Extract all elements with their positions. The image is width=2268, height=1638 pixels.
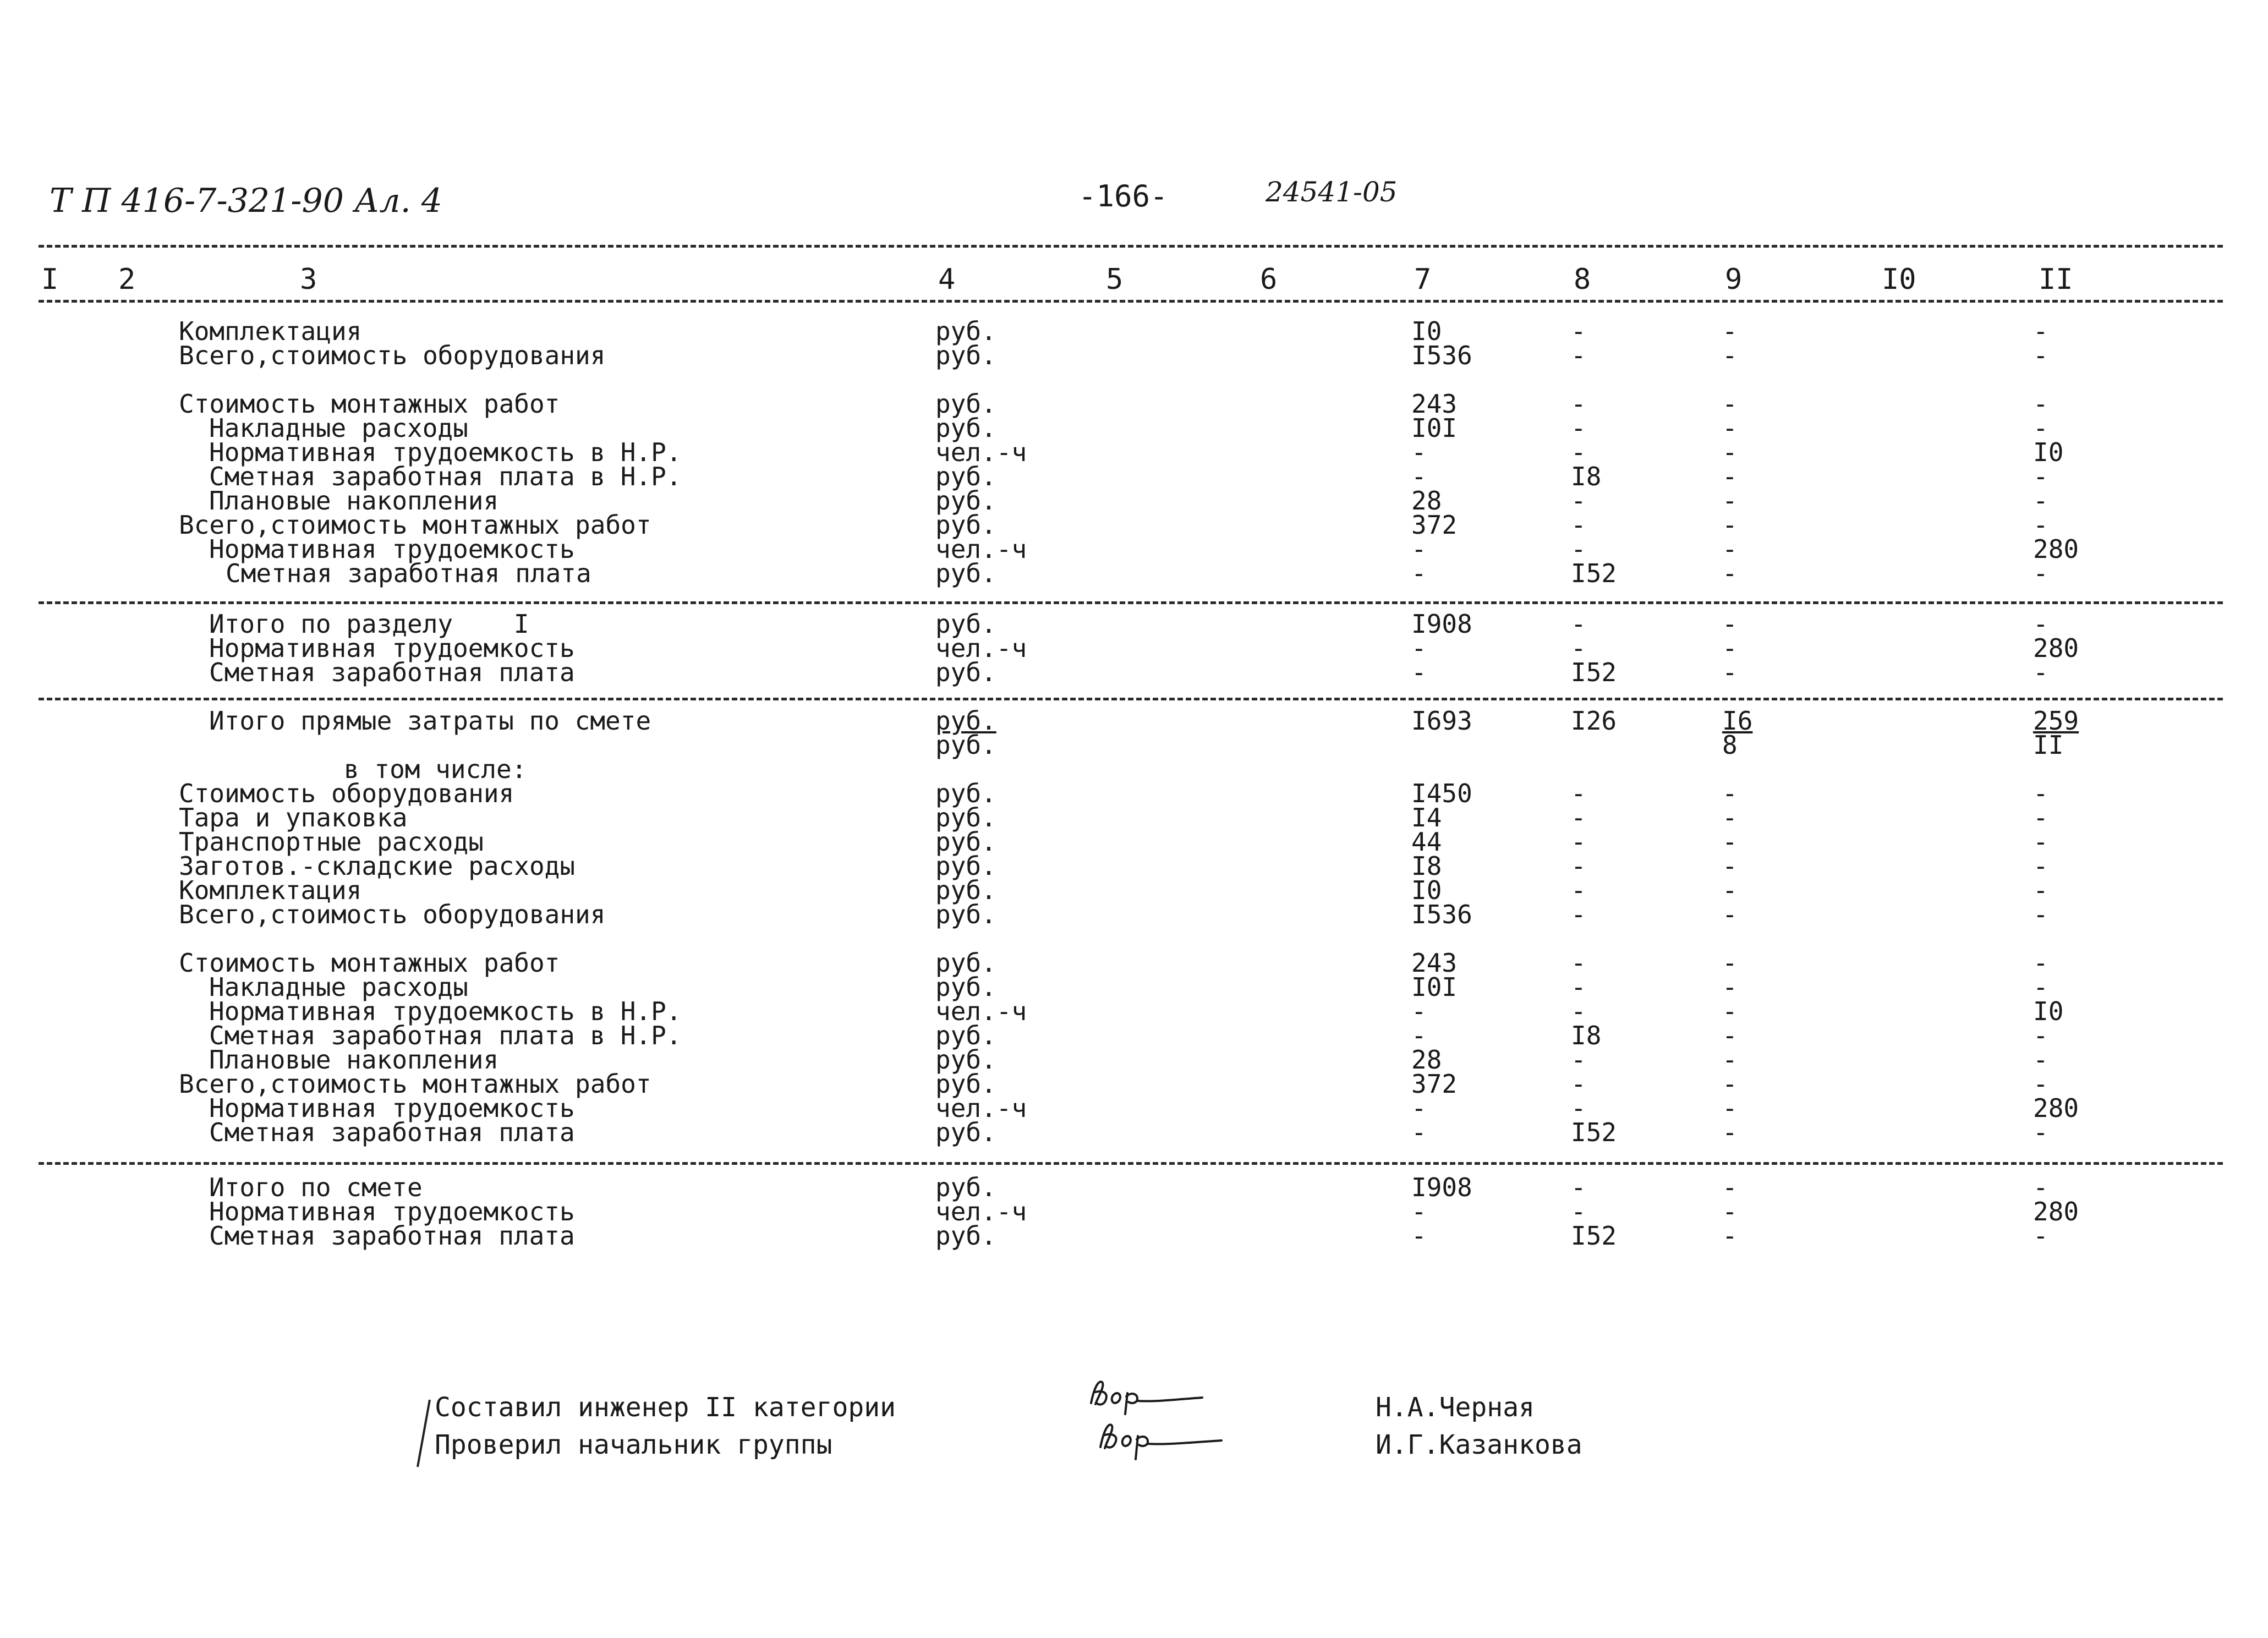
section-rule	[39, 698, 2223, 700]
col-num-7: 7	[1414, 263, 1432, 296]
col-num-2: 2	[118, 263, 136, 296]
row-unit: руб.	[935, 972, 996, 1002]
row-unit: руб.	[935, 1221, 996, 1251]
row-unit: чел.-ч	[935, 437, 1027, 467]
row-col8: -	[1571, 1197, 1586, 1226]
row-col8: I26	[1571, 706, 1617, 736]
row-col7: 243	[1411, 948, 1458, 978]
row-name: Плановые накопления	[209, 1045, 499, 1075]
row-unit: руб.	[935, 1173, 996, 1202]
row-name: Заготов.-складские расходы	[179, 851, 576, 881]
row-name: Накладные расходы	[209, 972, 468, 1002]
row-col7: -	[1411, 534, 1427, 564]
row-col8: -	[1571, 633, 1586, 663]
bracket-stroke	[415, 1398, 432, 1469]
row-col9: -	[1722, 827, 1738, 857]
row-name: в том числе:	[344, 754, 527, 784]
row-col11: -	[2033, 658, 2048, 687]
compiled-by-label: Составил инженер II категории	[435, 1392, 896, 1423]
table-row	[0, 902, 2268, 927]
row-col7: -	[1411, 1221, 1427, 1251]
row-col11: -	[2033, 413, 2048, 443]
row-col11: -	[2033, 851, 2048, 881]
row-unit: руб.	[935, 413, 996, 443]
row-col7: -	[1411, 1197, 1427, 1226]
row-col8: -	[1571, 1045, 1586, 1075]
row-unit: руб.	[935, 658, 996, 687]
row-col7: I693	[1411, 706, 1472, 736]
row-unit: руб.	[935, 1045, 996, 1075]
row-col8: I52	[1571, 1117, 1617, 1147]
row-unit: руб.	[935, 609, 996, 639]
row-name: Сметная заработная плата в Н.Р.	[209, 1021, 682, 1050]
row-col7: I0I	[1411, 972, 1458, 1002]
row-col7: -	[1411, 437, 1427, 467]
row-col9: -	[1722, 1197, 1738, 1226]
document-code: Т П 416-7-321-90 Ал. 4	[50, 182, 442, 220]
row-col9: -	[1722, 633, 1738, 663]
row-col9: -	[1722, 389, 1738, 419]
row-unit: руб.	[935, 948, 996, 978]
table-row	[0, 660, 2268, 685]
row-col9: -	[1722, 851, 1738, 881]
row-unit: руб.	[935, 462, 996, 491]
row-col9: -	[1722, 996, 1738, 1026]
row-unit: руб.	[935, 851, 996, 881]
row-col7: 243	[1411, 389, 1458, 419]
row-col11: 259	[2033, 706, 2079, 736]
row-unit: руб.	[935, 827, 996, 857]
row-col7: -	[1411, 633, 1427, 663]
row-col8: -	[1571, 389, 1586, 419]
row-col9: -	[1722, 972, 1738, 1002]
row-col9: -	[1722, 341, 1738, 370]
col-num-5: 5	[1106, 263, 1124, 296]
row-name: Нормативная трудоемкость	[209, 1093, 575, 1123]
row-col9: -	[1722, 609, 1738, 639]
row-col11: -	[2033, 1045, 2048, 1075]
table-row	[0, 343, 2268, 368]
handwritten-signature-2	[1095, 1409, 1227, 1464]
row-name: Всего,стоимость монтажных работ	[179, 510, 651, 540]
table-row	[0, 1221, 2268, 1251]
row-col8: -	[1571, 803, 1586, 832]
row-unit: руб.	[935, 1117, 996, 1147]
row-col7: -	[1411, 462, 1427, 491]
row-name: Сметная заработная плата в Н.Р.	[209, 462, 682, 491]
row-col9: -	[1722, 558, 1738, 588]
row-name: Нормативная трудоемкость	[209, 633, 575, 663]
row-col9: 8	[1722, 730, 1738, 760]
row-col7: -	[1411, 1093, 1427, 1123]
col-num-3: 3	[300, 263, 317, 296]
row-col7: I908	[1411, 1173, 1472, 1202]
row-name: Итого прямые затраты по смете	[209, 706, 651, 736]
row-col8: -	[1571, 875, 1586, 905]
row-col11: -	[2033, 1221, 2048, 1251]
row-unit: руб.	[935, 803, 996, 832]
row-col7: -	[1411, 1021, 1427, 1050]
row-col8: I52	[1571, 1221, 1617, 1251]
row-col7: 372	[1411, 1069, 1458, 1099]
row-unit: чел.-ч	[935, 996, 1027, 1026]
compiled-by-name: Н.А.Черная	[1376, 1392, 1535, 1423]
row-col7: I536	[1411, 900, 1472, 929]
row-name: Стоимость монтажных работ	[179, 389, 560, 419]
row-name: Всего,стоимость оборудования	[179, 341, 606, 370]
row-unit: руб.	[935, 341, 996, 370]
row-col11: -	[2033, 972, 2048, 1002]
row-name: Транспортные расходы	[179, 827, 484, 857]
row-col8: -	[1571, 486, 1586, 516]
row-col8: -	[1571, 996, 1586, 1026]
row-unit: чел.-ч	[935, 1093, 1027, 1123]
row-col9: -	[1722, 803, 1738, 832]
row-name: Нормативная трудоемкость	[209, 534, 575, 564]
row-col11: -	[2033, 316, 2048, 346]
row-col9: -	[1722, 316, 1738, 346]
row-col9: -	[1722, 948, 1738, 978]
row-col9: -	[1722, 1069, 1738, 1099]
row-col7: -	[1411, 1117, 1427, 1147]
row-col7: I0	[1411, 316, 1442, 346]
col-num-10: I0	[1882, 263, 1916, 296]
row-col8: I52	[1571, 658, 1617, 687]
row-unit: руб.	[935, 1021, 996, 1050]
table-row	[0, 558, 2268, 588]
row-col8: I52	[1571, 558, 1617, 588]
row-name: Нормативная трудоемкость в Н.Р.	[209, 437, 682, 467]
row-name: Комплектация	[179, 316, 362, 346]
row-col8: -	[1571, 609, 1586, 639]
col-num-8: 8	[1574, 263, 1591, 296]
row-col11: -	[2033, 462, 2048, 491]
row-col7: I908	[1411, 609, 1472, 639]
row-col8: -	[1571, 437, 1586, 467]
row-col9: -	[1722, 1221, 1738, 1251]
row-name: Сметная заработная плата	[209, 658, 575, 687]
row-col7: I0I	[1411, 413, 1458, 443]
row-unit: руб.	[935, 389, 996, 419]
row-col11: -	[2033, 486, 2048, 516]
row-col8: -	[1571, 1069, 1586, 1099]
row-col8: -	[1571, 948, 1586, 978]
row-col9: -	[1722, 486, 1738, 516]
row-unit: руб.	[935, 706, 996, 736]
row-col7: 28	[1411, 1045, 1442, 1075]
row-col7: I8	[1411, 851, 1442, 881]
row-col11: -	[2033, 609, 2048, 639]
row-col8: -	[1571, 827, 1586, 857]
row-col11: -	[2033, 1021, 2048, 1050]
row-unit: руб.	[935, 486, 996, 516]
row-col8: -	[1571, 851, 1586, 881]
page-number: -166-	[1078, 179, 1168, 213]
row-name: Нормативная трудоемкость	[209, 1197, 575, 1226]
row-name: Тара и упаковка	[179, 803, 408, 832]
column-header-rule	[39, 300, 2223, 303]
row-unit: руб.	[935, 730, 996, 760]
row-col7: I536	[1411, 341, 1472, 370]
row-unit: руб.	[935, 900, 996, 929]
row-col11: -	[2033, 389, 2048, 419]
row-name: Комплектация	[179, 875, 362, 905]
row-col8: -	[1571, 779, 1586, 808]
row-col7: -	[1411, 558, 1427, 588]
row-col7: -	[1411, 996, 1427, 1026]
row-col9: -	[1722, 658, 1738, 687]
row-col7: I0	[1411, 875, 1442, 905]
row-col8: -	[1571, 900, 1586, 929]
row-unit: руб.	[935, 779, 996, 808]
row-col11: I0	[2033, 437, 2064, 467]
row-col11: 280	[2033, 1197, 2079, 1226]
row-name: Накладные расходы	[209, 413, 468, 443]
row-col8: I8	[1571, 462, 1602, 491]
row-unit: руб.	[935, 510, 996, 540]
row-name: Нормативная трудоемкость в Н.Р.	[209, 996, 682, 1026]
row-col11: 280	[2033, 633, 2079, 663]
row-name: Всего,стоимость монтажных работ	[179, 1069, 651, 1099]
row-col11: -	[2033, 1117, 2048, 1147]
row-col7: 44	[1411, 827, 1442, 857]
row-col11: -	[2033, 558, 2048, 588]
header-rule	[39, 245, 2223, 248]
row-col11: I0	[2033, 996, 2064, 1026]
checked-by-name: И.Г.Казанкова	[1376, 1429, 1582, 1460]
row-col9: -	[1722, 875, 1738, 905]
row-unit: руб.	[935, 1069, 996, 1099]
row-name: Стоимость оборудования	[179, 779, 514, 808]
col-num-4: 4	[938, 263, 956, 296]
row-name: Всего,стоимость оборудования	[179, 900, 606, 929]
row-col8: -	[1571, 341, 1586, 370]
row-col11: -	[2033, 341, 2048, 370]
row-unit: руб.	[935, 316, 996, 346]
table-row	[0, 730, 2268, 760]
row-col7: I450	[1411, 779, 1472, 808]
row-col9: -	[1722, 1173, 1738, 1202]
section-rule	[39, 1162, 2223, 1165]
row-col9: -	[1722, 534, 1738, 564]
row-unit: чел.-ч	[935, 633, 1027, 663]
row-col11: -	[2033, 1173, 2048, 1202]
row-col9: I6	[1722, 706, 1753, 736]
row-col9: -	[1722, 1021, 1738, 1050]
row-unit: руб.	[935, 875, 996, 905]
row-col11: II	[2033, 730, 2064, 760]
row-col7: 28	[1411, 486, 1442, 516]
row-col8: -	[1571, 510, 1586, 540]
row-col11: -	[2033, 827, 2048, 857]
row-col8: -	[1571, 316, 1586, 346]
row-name: Стоимость монтажных работ	[179, 948, 560, 978]
document-number: 24541-05	[1266, 176, 1398, 208]
table-row	[0, 706, 2268, 736]
row-col8: -	[1571, 972, 1586, 1002]
row-name: Плановые накопления	[209, 486, 499, 516]
row-name: Сметная заработная плата	[209, 1221, 575, 1251]
row-col8: -	[1571, 534, 1586, 564]
col-num-6: 6	[1260, 263, 1278, 296]
row-col9: -	[1722, 1117, 1738, 1147]
checked-by-label: Проверил начальник группы	[435, 1429, 832, 1460]
row-col9: -	[1722, 779, 1738, 808]
col-num-11: II	[2039, 263, 2073, 296]
row-col7: -	[1411, 658, 1427, 687]
row-col9: -	[1722, 1045, 1738, 1075]
row-col8: -	[1571, 1093, 1586, 1123]
col-num-9: 9	[1725, 263, 1743, 296]
row-name: Итого по смете	[209, 1173, 423, 1202]
row-col11: 280	[2033, 534, 2079, 564]
row-col8: -	[1571, 1173, 1586, 1202]
row-col11: -	[2033, 803, 2048, 832]
row-unit: чел.-ч	[935, 534, 1027, 564]
row-col7: 372	[1411, 510, 1458, 540]
table-row	[0, 1117, 2268, 1147]
row-name: Сметная заработная плата	[226, 558, 591, 588]
row-col11: -	[2033, 875, 2048, 905]
row-col9: -	[1722, 413, 1738, 443]
row-col8: -	[1571, 413, 1586, 443]
row-col11: -	[2033, 900, 2048, 929]
row-col7: I4	[1411, 803, 1442, 832]
row-col8: I8	[1571, 1021, 1602, 1050]
row-col9: -	[1722, 462, 1738, 491]
row-col11: -	[2033, 1069, 2048, 1099]
row-unit: руб.	[935, 558, 996, 588]
row-name: Итого по разделу I	[209, 609, 529, 639]
row-col9: -	[1722, 1093, 1738, 1123]
row-unit: чел.-ч	[935, 1197, 1027, 1226]
row-name: Сметная заработная плата	[209, 1117, 575, 1147]
row-col11: 280	[2033, 1093, 2079, 1123]
col-num-1: I	[41, 263, 59, 296]
row-col9: -	[1722, 900, 1738, 929]
row-col9: -	[1722, 437, 1738, 467]
row-col9: -	[1722, 510, 1738, 540]
section-rule	[39, 601, 2223, 604]
row-col11: -	[2033, 948, 2048, 978]
row-col11: -	[2033, 779, 2048, 808]
row-col11: -	[2033, 510, 2048, 540]
